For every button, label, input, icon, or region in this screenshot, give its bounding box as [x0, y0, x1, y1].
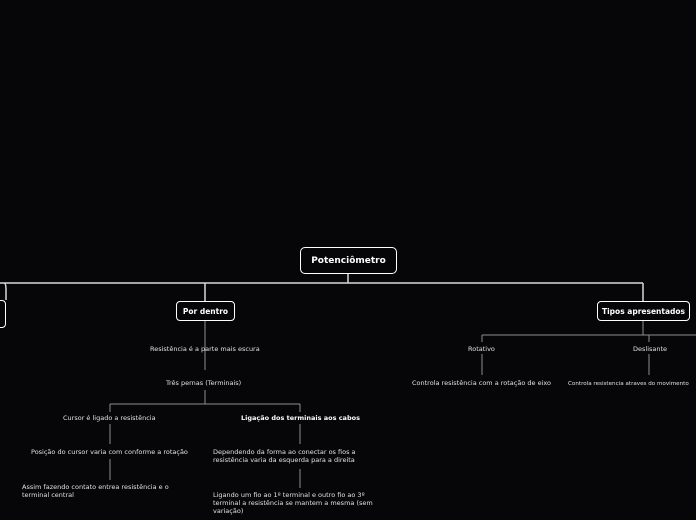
- subtopic-resistencia-escura[interactable]: [150, 345, 260, 353]
- subtopic-posicao-cursor[interactable]: [31, 448, 188, 456]
- subtopic-contato-terminal-label: Assim fazendo contato entrea resistência e o terminal central: [22, 483, 169, 499]
- subtopic-resistencia-escura-label: Resistência é a parte mais escura: [150, 345, 260, 353]
- subtopic-deslisante-desc[interactable]: [568, 380, 689, 388]
- subtopic-ligando-fio-label: Ligando um fio ao 1º terminal e outro fio ao 3º terminal a resistência se mantem a mesma (sem variação): [213, 491, 373, 515]
- subtopic-tres-pernas-label: Três pernas (Terminais): [166, 379, 242, 387]
- subtopic-posicao-cursor-label: Posição do cursor varia com conforme a rotação: [31, 448, 188, 456]
- topic-tipos-label: Tipos apresentados: [601, 306, 686, 316]
- subtopic-deslisante-label: Deslisante: [633, 345, 668, 353]
- subtopic-rotativo-desc-label: Controla resistência com a rotação de eixo: [412, 379, 552, 387]
- topic-tipos-apresentados[interactable]: [597, 301, 690, 321]
- central-topic-label: Potenciômetro: [311, 255, 386, 266]
- link-tipos-split: [482, 320, 696, 342]
- subtopic-deslisante-desc-label: Controla resistencia atraves do movimento: [568, 381, 689, 387]
- subtopic-ligacao-label: Ligação dos terminais aos cabos: [241, 414, 360, 422]
- subtopic-ligando-fio[interactable]: [213, 491, 383, 515]
- link-tres-pernas-split: [110, 390, 300, 412]
- subtopic-contato-terminal[interactable]: [22, 483, 182, 499]
- subtopic-tres-pernas[interactable]: [166, 379, 241, 387]
- subtopic-deslisante[interactable]: [633, 345, 667, 353]
- subtopic-dependendo-forma-label: Dependendo da forma ao conectar os fios a resistência varia da esquerda para a direita: [213, 448, 356, 464]
- link-tipos-children: [482, 354, 649, 375]
- subtopic-rotativo-desc[interactable]: [412, 379, 551, 387]
- topic-por-dentro[interactable]: [176, 301, 235, 321]
- link-central-branches: [0, 273, 643, 301]
- subtopic-dependendo-forma[interactable]: [213, 448, 373, 464]
- left-branch-node[interactable]: [0, 300, 6, 328]
- subtopic-rotativo[interactable]: [468, 345, 495, 353]
- topic-por-dentro-label: Por dentro: [182, 306, 229, 316]
- central-topic[interactable]: [300, 247, 397, 274]
- subtopic-ligacao[interactable]: [241, 414, 360, 422]
- subtopic-cursor-label: Cursor é ligado a resistência: [63, 414, 156, 422]
- subtopic-rotativo-label: Rotativo: [468, 345, 495, 353]
- subtopic-cursor[interactable]: [63, 414, 156, 422]
